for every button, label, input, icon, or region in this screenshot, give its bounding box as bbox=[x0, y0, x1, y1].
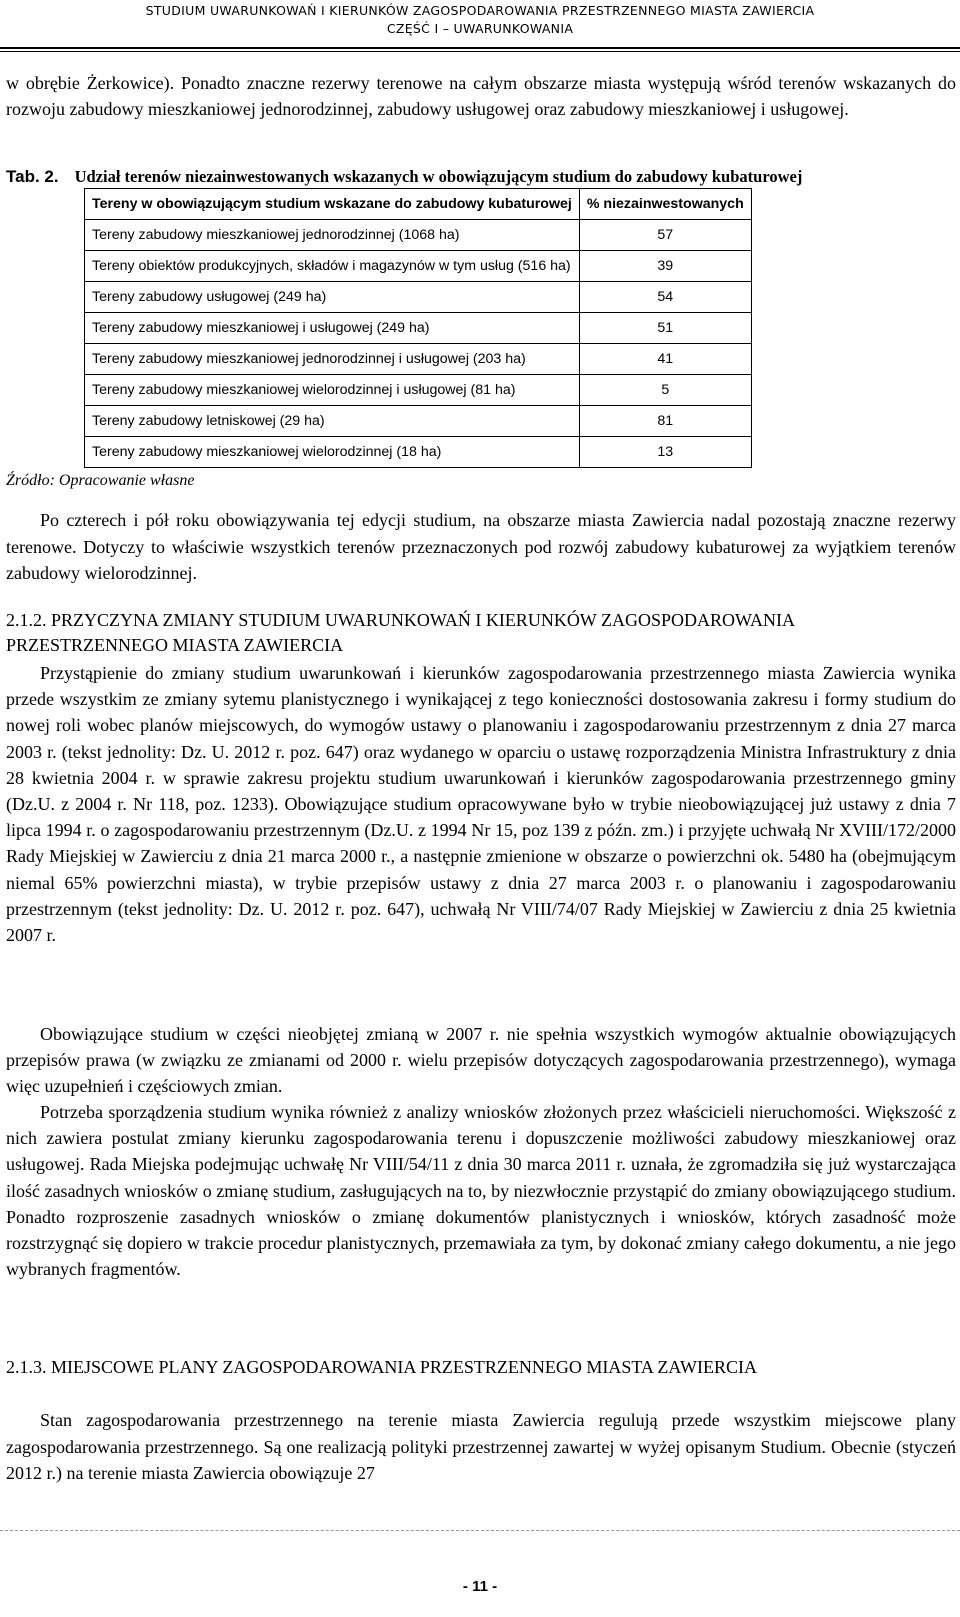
table-label: Tab. 2. bbox=[6, 167, 59, 186]
table-row bbox=[85, 375, 752, 406]
table-cell: Tereny obiektów produkcyjnych, składów i magazynów w tym usług (516 ha) bbox=[85, 251, 580, 282]
table-cell: Tereny zabudowy mieszkaniowej jednorodzinnej i usługowej (203 ha) bbox=[85, 344, 580, 375]
data-table bbox=[84, 188, 752, 468]
table-row bbox=[85, 282, 752, 313]
header-divider bbox=[0, 47, 960, 49]
table-row bbox=[85, 251, 752, 282]
after-table-paragraph: Po czterech i pół roku obowiązywania tej edycji studium, na obszarze miasta Zawiercia nadal pozostają znaczne rezerwy terenowe. Dotyczy to właściwie wszystkich terenów przeznaczonych pod rozwój zabudowy kubaturowej za wyjątkiem terenów zabudowy wielorodzinnej. bbox=[6, 510, 956, 583]
table-cell: Tereny zabudowy mieszkaniowej jednorodzinnej (1068 ha) bbox=[85, 220, 580, 251]
table-cell: Tereny zabudowy mieszkaniowej wielorodzinnej (18 ha) bbox=[85, 437, 580, 468]
intro-paragraph: w obrębie Żerkowice). Ponadto znaczne rezerwy terenowe na całym obszarze miasta występują wśród terenów wskazanych do rozwoju zabudowy mieszkaniowej jednorodzinnej, zabudowy usługowej oraz zabudowy mieszkaniowej i usługowej. bbox=[6, 73, 956, 119]
header-divider-thin bbox=[0, 51, 960, 52]
table-cell: 51 bbox=[579, 313, 751, 344]
table-cell: Tereny zabudowy mieszkaniowej wielorodzinnej i usługowej (81 ha) bbox=[85, 375, 580, 406]
table-source: Źródło: Opracowanie własne bbox=[6, 472, 195, 489]
table-cell: Tereny zabudowy usługowej (249 ha) bbox=[85, 282, 580, 313]
footer-divider bbox=[0, 1530, 960, 1531]
table-cell: 41 bbox=[579, 344, 751, 375]
table-caption-text: Udział terenów niezainwestowanych wskazanych w obowiązującym studium do zabudowy kubaturowej bbox=[74, 167, 803, 186]
table-cell: 39 bbox=[579, 251, 751, 282]
section-paragraph: Przystąpienie do zmiany studium uwarunkowań i kierunków zagospodarowania przestrzennego miasta Zawiercia wynika przede wszystkim ze zmiany sytemu planistycznego i wynikającej z tego konieczności dostosowania zakresu i formy studium do nowej roli wobec planów miejscowych, do wymogów ustawy o planowaniu i zagospodarowaniu przestrzennym z dnia 27 marca 2003 r. (tekst jednolity: Dz. U. 2012 r. poz. 647) oraz wydanego w oparciu o ustawę rozporządzenia Ministra Infrastruktury z dnia 28 kwietnia 2004 r. w sprawie zakresu projektu studium uwarunkowań i kierunków zagospodarowania przestrzennego gminy (Dz.U. z 2004 r. Nr 118, poz. 1233). Obowiązujące studium opracowywane było w trybie nieobowiązującej już ustawy z dnia 7 lipca 1994 r. o zagospodarowaniu przestrzennym (Dz.U. z 1994 Nr 15, poz 139 z późn. zm.) i przyjęte uchwałą Nr XVIII/172/2000 Rady Miejskiej w Zawierciu z dnia 21 marca 2000 r., a następnie zmienione w obszarze o powierzchni ok. 5480 ha (obejmującym niemal 65% powierzchni miasta), w trybie przepisów ustawy z dnia 27 marca 2003 r. o planowaniu i zagospodarowaniu przestrzennym (tekst jednolity: Dz. U. 2012 r. poz. 647), uchwałą Nr VIII/74/07 Rady Miejskiej w Zawierciu z dnia 25 kwietnia 2007 r. bbox=[6, 663, 956, 946]
table-cell: 5 bbox=[579, 375, 751, 406]
header-title: STUDIUM UWARUNKOWAŃ I KIERUNKÓW ZAGOSPODAROWANIA PRZESTRZENNEGO MIASTA ZAWIERCIA bbox=[145, 3, 815, 18]
table-row bbox=[85, 220, 752, 251]
table-header-cell: % niezainwestowanych bbox=[579, 189, 751, 220]
table-cell: Tereny zabudowy letniskowej (29 ha) bbox=[85, 406, 580, 437]
table-cell: 81 bbox=[579, 406, 751, 437]
section-title: 2.1.2. PRZYCZYNA ZMIANY STUDIUM UWARUNKOWAŃ I KIERUNKÓW ZAGOSPODAROWANIA PRZESTRZENNEGO MIASTA ZAWIERCIA bbox=[6, 610, 794, 655]
table-cell: 57 bbox=[579, 220, 751, 251]
section-title: 2.1.3. MIEJSCOWE PLANY ZAGOSPODAROWANIA PRZESTRZENNEGO MIASTA ZAWIERCIA bbox=[6, 1357, 757, 1377]
table-row bbox=[85, 406, 752, 437]
table-row bbox=[85, 437, 752, 468]
page-header bbox=[0, 0, 960, 52]
table-header-row bbox=[85, 189, 752, 220]
table-row bbox=[85, 313, 752, 344]
header-subtitle: CZĘŚĆ I – UWARUNKOWANIA bbox=[386, 21, 574, 36]
table-header-cell: Tereny w obowiązującym studium wskazane do zabudowy kubaturowej bbox=[85, 189, 580, 220]
table-caption bbox=[6, 166, 956, 188]
table-cell: 54 bbox=[579, 282, 751, 313]
table-row bbox=[85, 344, 752, 375]
table-cell: Tereny zabudowy mieszkaniowej i usługowej (249 ha) bbox=[85, 313, 580, 344]
table-cell: 13 bbox=[579, 437, 751, 468]
section-paragraph: Obowiązujące studium w części nieobjętej zmianą w 2007 r. nie spełnia wszystkich wymogów aktualnie obowiązujących przepisów prawa (w związku ze zmianami od 2000 r. wielu przepisów dotyczących zagospodarowania przestrzennego), wymaga więc uzupełnień i częściowych zmian. bbox=[6, 1024, 956, 1097]
page-number: - 11 - bbox=[462, 1578, 498, 1595]
section-paragraph: Potrzeba sporządzenia studium wynika również z analizy wniosków złożonych przez właścicieli nieruchomości. Większość z nich zawiera postulat zmiany kierunku zagospodarowania terenu i dopuszczenie możliwości zabudowy mieszkaniowej oraz usługowej. Rada Miejska podejmując uchwałę Nr VIII/54/11 z dnia 30 marca 2011 r. uznała, że zgromadziła się już wystarczająca ilość zasadnych wniosków o zmianę studium, zasługujących na to, by niezwłocznie przystąpić do zmiany obowiązującego studium. Ponadto rozproszenie zasadnych wniosków o zmianę dokumentów planistycznych i wniosków, których zasadność może rozstrzygnąć się dopiero w trakcie procedur planistycznych, przemawiała za tym, by dokonać zmiany całego dokumentu, a nie jego wybranych fragmentów. bbox=[6, 1102, 956, 1280]
section-paragraph: Stan zagospodarowania przestrzennego na terenie miasta Zawiercia regulują przede wszystkim miejscowe plany zagospodarowania przestrzennego. Są one realizacją polityki przestrzennej zawartej w wyżej opisanym Studium. Obecnie (styczeń 2012 r.) na terenie miasta Zawiercia obowiązuje 27 bbox=[6, 1410, 956, 1483]
